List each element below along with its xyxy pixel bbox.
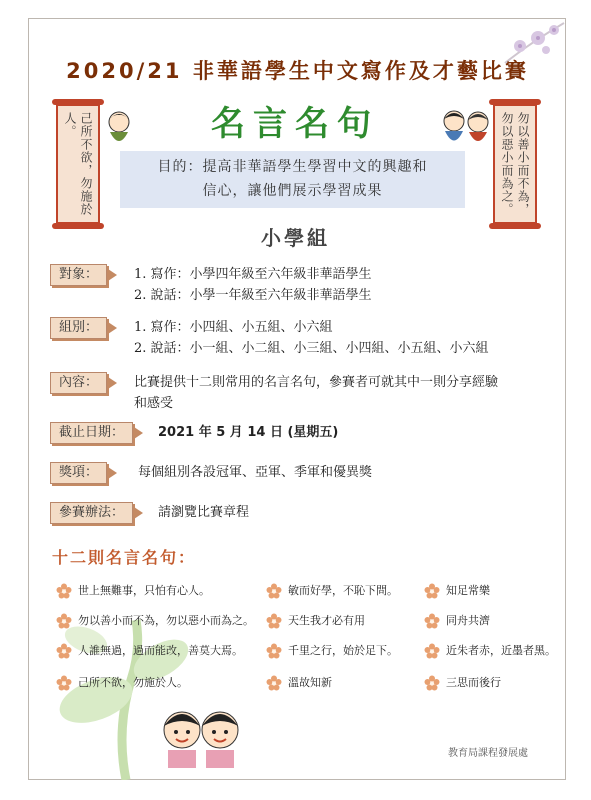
quote-text: 溫故知新 [288,676,332,689]
page-title: 2020/21 非華語學生中文寫作及才藝比賽 [66,59,529,83]
quote-text: 人誰無過，過而能改，善莫大焉。 [78,644,243,657]
method-label [50,502,133,524]
category-info [134,317,489,359]
flower-icon [424,643,440,659]
quote-text: 敏而好學，不恥下問。 [288,584,398,597]
quote-text: 天生我才必有用 [288,614,365,627]
flower-icon [266,675,282,691]
target-line-1: 1. 寫作：小學四年級至六年級非華語學生 [134,267,372,282]
category-line-1: 1. 寫作：小四組、小五組、小六組 [134,320,333,335]
flower-icon [266,643,282,659]
category-label-text: 組別： [59,320,99,335]
quote-text: 近朱者赤，近墨者黑。 [446,644,556,657]
target-label-text: 對象： [59,267,99,282]
method-value: 請瀏覽比賽章程 [158,505,250,520]
right-scroll [493,104,537,224]
quote-item [266,613,365,629]
target-line-2: 2. 說話：小學一年級至六年級非華語學生 [134,288,372,303]
flower-icon [56,643,72,659]
quote-item [266,643,398,659]
footer-credit: 教育局課程發展處 [448,748,528,759]
label-arrow [108,377,117,389]
flower-icon [266,583,282,599]
quote-item [266,675,332,691]
label-arrow [134,507,143,519]
label-arrow [108,269,117,281]
purpose-line-2: 信心，讓他們展示學習成果 [202,183,383,199]
content-label-text: 內容： [59,375,99,390]
group-title: 小學組 [261,226,330,250]
flower-icon [424,675,440,691]
content-line-1: 比賽提供十二則常用的名言名句，參賽者可就其中一則分享經驗 [134,375,499,390]
quote-item [424,675,501,691]
right-scroll-text: 勿以善小而不為，勿以惡小而為之。 [500,112,530,216]
deadline-value: 2021 年 5 月 14 日 (星期五) [158,425,339,440]
label-arrow [108,467,117,479]
content-info [134,372,544,414]
quote-text: 世上無難事，只怕有心人。 [78,584,210,597]
label-arrow [134,427,143,439]
quote-text: 三思而後行 [446,676,501,689]
method-label-text: 參賽辦法： [59,505,125,520]
flower-icon [266,613,282,629]
flower-icon [424,613,440,629]
target-info [134,264,372,306]
purpose-box [120,151,465,208]
target-label [50,264,107,286]
quote-text: 己所不欲，勿施於人。 [78,676,188,689]
label-arrow [108,322,117,334]
awards-label-text: 獎項： [59,465,99,480]
quote-text: 千里之行，始於足下。 [288,644,398,657]
quote-item [56,643,243,659]
children-icon [160,706,242,768]
content-label [50,372,107,394]
quote-text: 知足常樂 [446,584,490,597]
quotes-title: 十二則名言名句： [52,548,197,567]
flower-icon [56,613,72,629]
page-subtitle: 名言名句 [211,104,379,144]
deadline-label-text: 截止日期： [59,425,125,440]
quote-text: 同舟共濟 [446,614,490,627]
category-label [50,317,107,339]
awards-value: 每個組別各設冠軍、亞軍、季軍和優異獎 [138,465,373,480]
quote-item [56,613,254,629]
children-icon [440,108,492,150]
quote-text: 勿以善小而不為，勿以惡小而為之。 [78,614,254,627]
child-icon [104,110,134,150]
quote-item [266,583,398,599]
quote-item [56,675,188,691]
quote-item [56,583,210,599]
purpose-line-1: 目的：提高非華語學生學習中文的興趣和 [157,159,428,175]
flower-icon [424,583,440,599]
left-scroll-text: 己所不欲，勿施於人。 [63,112,93,216]
deadline-label [50,422,133,444]
category-line-2: 2. 說話：小一組、小二組、小三組、小四組、小五組、小六組 [134,341,489,356]
quote-item [424,643,556,659]
flower-icon [56,675,72,691]
quote-item [424,613,490,629]
awards-label [50,462,107,484]
content-line-2: 和感受 [134,396,174,411]
quote-item [424,583,490,599]
flower-icon [56,583,72,599]
left-scroll [56,104,100,224]
